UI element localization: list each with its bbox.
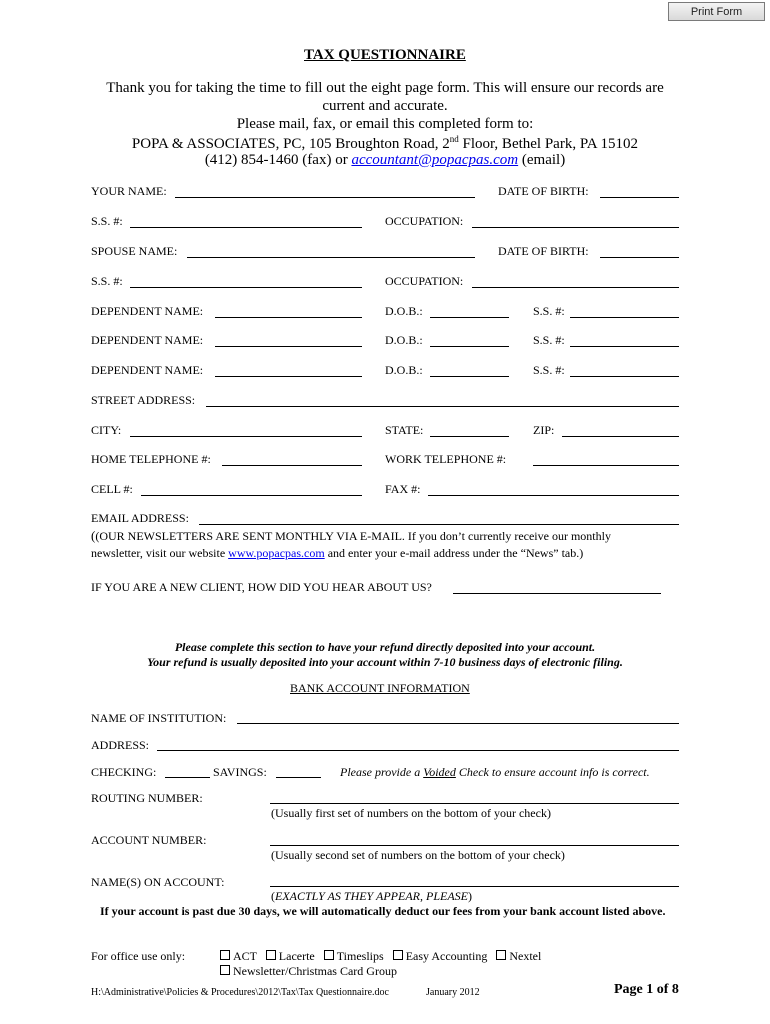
bank-address-field[interactable]: [157, 750, 679, 751]
page-title: TAX QUESTIONNAIRE: [304, 47, 466, 63]
voided-text-2: Check to ensure account info is correct.: [455, 765, 650, 779]
occupation-field[interactable]: [472, 227, 679, 228]
intro-line-3: Please mail, fax, or email this completed form to:: [236, 116, 534, 132]
dependent-ss-field-3[interactable]: [570, 376, 679, 377]
dependent-dob-label-1: D.O.B.:: [385, 304, 423, 318]
newsletter-checkbox-label: Newsletter/Christmas Card Group: [233, 964, 397, 978]
dependent-dob-field-1[interactable]: [430, 317, 509, 318]
spouse-name-field[interactable]: [187, 257, 475, 258]
fax-field[interactable]: [428, 495, 679, 496]
website-link[interactable]: www.popacpas.com: [228, 546, 325, 560]
office-use-label: For office use only:: [91, 949, 186, 963]
dependent-name-field-1[interactable]: [215, 317, 362, 318]
state-label: STATE:: [385, 423, 424, 437]
deposit-note-2: Your refund is usually deposited into your account within 7-10 business days of electronic filing.: [147, 655, 623, 669]
checkbox-icon: [220, 950, 230, 960]
street-address-label: STREET ADDRESS:: [91, 393, 196, 407]
voided-note: [340, 765, 650, 780]
names-on-account-field[interactable]: [270, 886, 679, 887]
occupation-label: OCCUPATION:: [385, 214, 464, 228]
dependent-dob-label-3: D.O.B.:: [385, 363, 423, 377]
checkbox-icon: [324, 950, 334, 960]
newsletter-text-1: (OUR NEWSLETTERS ARE SENT MONTHLY VIA E-MAIL. If you don’t currently receive our monthly: [95, 529, 611, 543]
dependent-ss-field-1[interactable]: [570, 317, 679, 318]
checkbox-icon: [220, 965, 230, 975]
email-suffix: (email): [518, 152, 566, 168]
newsletter-checkbox[interactable]: [220, 964, 397, 979]
lacerte-checkbox[interactable]: Lacerte: [266, 949, 315, 963]
email-address-field[interactable]: [199, 524, 679, 525]
hear-about-label: IF YOU ARE A NEW CLIENT, HOW DID YOU HEAR ABOUT US?: [91, 580, 432, 594]
account-label: ACCOUNT NUMBER:: [91, 833, 207, 847]
page-number: Page 1 of 8: [614, 982, 679, 997]
dependent-name-field-3[interactable]: [215, 376, 362, 377]
zip-label: ZIP:: [533, 423, 555, 437]
newsletter-text-2: newsletter, visit our website: [91, 546, 229, 560]
spouse-occupation-label: OCCUPATION:: [385, 274, 464, 288]
address-text-2: Floor, Bethel Park, PA 15102: [458, 136, 639, 152]
names-on-account-label: NAME(S) ON ACCOUNT:: [91, 875, 225, 889]
checkbox-icon: [266, 950, 276, 960]
hear-about-field[interactable]: [453, 593, 661, 594]
dependent-ss-field-2[interactable]: [570, 346, 679, 347]
checking-field[interactable]: [165, 777, 210, 778]
newsletter-text-3: and enter your e-mail address under the “News” tab.): [324, 546, 584, 560]
footer-path: H:\Administrative\Policies & Procedures\2012\Tax\Tax Questionnaire.doc: [91, 987, 389, 998]
checkbox-icon: [393, 950, 403, 960]
checking-label: CHECKING:: [91, 765, 157, 779]
names-note-text: EXACTLY AS THEY APPEAR, PLEASE: [275, 889, 468, 903]
account-note: (Usually second set of numbers on the bottom of your check): [271, 848, 565, 862]
dob-field[interactable]: [600, 197, 679, 198]
spouse-ss-label: S.S. #:: [91, 274, 123, 288]
work-telephone-field[interactable]: [533, 465, 679, 466]
dob-label: DATE OF BIRTH:: [498, 184, 589, 198]
state-field[interactable]: [430, 436, 509, 437]
ss-label: S.S. #:: [91, 214, 123, 228]
dependent-name-field-2[interactable]: [215, 346, 362, 347]
cell-label: CELL #:: [91, 482, 133, 496]
address-text: POPA & ASSOCIATES, PC, 105 Broughton Road, 2: [131, 136, 450, 152]
dependent-ss-label-3: S.S. #:: [533, 363, 565, 377]
spouse-occupation-field[interactable]: [472, 287, 679, 288]
routing-label: ROUTING NUMBER:: [91, 791, 203, 805]
easy-accounting-checkbox[interactable]: Easy Accounting: [393, 949, 488, 963]
city-field[interactable]: [130, 436, 362, 437]
dependent-name-label-1: DEPENDENT NAME:: [91, 304, 204, 318]
timeslips-checkbox[interactable]: Timeslips: [324, 949, 384, 963]
intro-line-5: [0, 152, 770, 169]
intro-line-2: current and accurate.: [322, 98, 448, 114]
intro-line-1: Thank you for taking the time to fill out the eight page form. This will ensure our records are: [106, 80, 664, 96]
dependent-name-label-3: DEPENDENT NAME:: [91, 363, 204, 377]
fax-text: (412) 854-1460 (fax) or: [204, 152, 352, 168]
spouse-ss-field[interactable]: [130, 287, 362, 288]
past-due-note: If your account is past due 30 days, we will automatically deduct our fees from your bank account listed above.: [100, 904, 666, 918]
dependent-ss-label-1: S.S. #:: [533, 304, 565, 318]
dependent-name-label-2: DEPENDENT NAME:: [91, 333, 204, 347]
savings-label: SAVINGS:: [213, 765, 267, 779]
dependent-dob-label-2: D.O.B.:: [385, 333, 423, 347]
dependent-dob-field-3[interactable]: [430, 376, 509, 377]
names-note: (EXACTLY AS THEY APPEAR, PLEASE): [271, 889, 472, 903]
newsletter-line-1: ((OUR NEWSLETTERS ARE SENT MONTHLY VIA E-MAIL. If you don’t currently receive our monthly: [91, 528, 611, 543]
home-telephone-field[interactable]: [222, 465, 362, 466]
voided-text-1: Please provide a: [340, 765, 424, 779]
routing-field[interactable]: [270, 803, 679, 804]
bank-address-label: ADDRESS:: [91, 738, 150, 752]
fax-label: FAX #:: [385, 482, 421, 496]
home-telephone-label: HOME TELEPHONE #:: [91, 452, 211, 466]
institution-field[interactable]: [237, 723, 679, 724]
account-field[interactable]: [270, 845, 679, 846]
nextel-checkbox[interactable]: Nextel: [496, 949, 541, 963]
newsletter-line-2: [91, 546, 583, 561]
routing-note: (Usually first set of numbers on the bottom of your check): [271, 806, 551, 820]
cell-field[interactable]: [141, 495, 362, 496]
street-address-field[interactable]: [206, 406, 679, 407]
bank-heading: BANK ACCOUNT INFORMATION: [290, 681, 470, 695]
voided-text-u: Voided: [423, 765, 456, 779]
work-telephone-label: WORK TELEPHONE #:: [385, 452, 507, 466]
spouse-name-label: SPOUSE NAME:: [91, 244, 178, 258]
act-checkbox[interactable]: ACT: [220, 949, 257, 963]
office-items-row: [220, 949, 541, 964]
spouse-dob-label: DATE OF BIRTH:: [498, 244, 589, 258]
city-label: CITY:: [91, 423, 122, 437]
email-link[interactable]: accountant@popacpas.com: [351, 152, 519, 168]
zip-field[interactable]: [562, 436, 679, 437]
institution-label: NAME OF INSTITUTION:: [91, 711, 227, 725]
address-sup: nd: [449, 134, 459, 144]
your-name-field[interactable]: [175, 197, 475, 198]
savings-field[interactable]: [276, 777, 321, 778]
ss-field[interactable]: [130, 227, 362, 228]
your-name-label: YOUR NAME:: [91, 184, 167, 198]
dependent-dob-field-2[interactable]: [430, 346, 509, 347]
intro-line-4: [0, 134, 770, 153]
dependent-ss-label-2: S.S. #:: [533, 333, 565, 347]
footer-date: January 2012: [426, 987, 480, 998]
email-address-label: EMAIL ADDRESS:: [91, 511, 189, 525]
checkbox-icon: [496, 950, 506, 960]
spouse-dob-field[interactable]: [600, 257, 679, 258]
deposit-note-1: Please complete this section to have your refund directly deposited into your account.: [174, 640, 596, 654]
print-form-button[interactable]: Print Form: [668, 2, 765, 21]
